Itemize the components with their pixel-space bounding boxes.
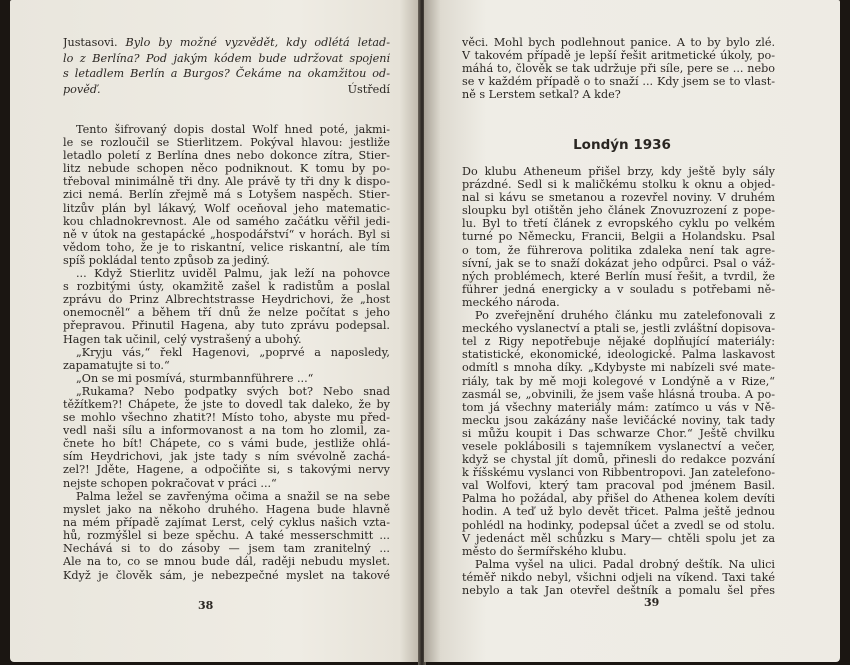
paragraph [63, 490, 390, 582]
paragraph [462, 36, 775, 101]
text-line: čnete ho bít! Chápete, co s vámi bude, jestliže ohlá- [63, 437, 390, 451]
text-line: se mohlo všechno zhatit?! Místo toho, abyste mu před- [63, 411, 390, 425]
text-line: riály, tak by mě moji kolegové v Londýně a v Rize,“ [462, 374, 775, 388]
text-line [63, 51, 390, 67]
right-page [424, 0, 840, 662]
text-line: litzův plán byl lákavý, Wolf oceňoval jeho matematic- [63, 201, 390, 215]
text-line: tom já všechny materiály mám: zatímco u vás v Ně- [462, 400, 775, 414]
left-page [10, 0, 420, 662]
text-line: „On se mi posmívá, sturmbannführere ...“ [76, 371, 314, 385]
text-line: se v každém případě o to snaží ... Kdy jsem se to vlast- [462, 75, 775, 89]
text-line: sím Heydrichovi, jak jste tady s ním svévolně zachá- [63, 450, 390, 464]
paragraph [63, 372, 390, 385]
text-line: meckého vyslanectví a ptali se, jestli zvláštní dopisova- [462, 322, 775, 336]
paragraph [462, 558, 775, 597]
text-line [63, 66, 390, 82]
text-line: Nechává si to do zásoby — jsem tam zranitelný ... [63, 542, 390, 556]
text-line: těžítkem?! Chápete, že jste to dovedl tak daleko, že by [63, 397, 390, 411]
text-line: Do klubu Atheneum přišel brzy, kdy ještě byly sály [462, 165, 775, 178]
text-line: Palma ležel se zavřenýma očima a snažil se na sebe [76, 490, 390, 503]
italic-text: Bylo by možné vyzvědět, kdy odlétá letad- [125, 36, 390, 49]
page-number: 39 [644, 596, 660, 609]
text-line: litz nebude schopen něco podniknout. K tomu by po- [63, 162, 390, 176]
text-line: le se rozloučil se Stierlitzem. Pokýval hlavou: jestliže [63, 136, 390, 150]
text-line: „Rukama? Nebo podpatky svých bot? Nebo snad [76, 384, 390, 398]
text-line: ně v útok na gestapácké „hospodářství“ v horách. Byl si [63, 227, 390, 241]
text-section [462, 165, 775, 597]
text-line: vědom toho, že je to riskantní, velice riskantní, ale tím [63, 240, 390, 254]
text-line: vedl naši sílu a informovanost a na tom ho zlomil, za- [63, 424, 390, 438]
text-line: zprávu do Prinz Albrechtstrasse Heydrichovi, že „host [63, 293, 390, 307]
addressee: Justasovi. [63, 36, 126, 49]
text-line: V takovém případě je lepší řešit aritmetické úkoly, po- [462, 49, 775, 63]
text-line: letadlo poletí z Berlína dnes nebo dokonce zítra, Stier- [63, 149, 390, 163]
text-line: máhá to, člověk se tak udržuje při síle, pere se ... nebo [462, 62, 775, 76]
text-line: kou chladnokrevnost. Ale od samého začátku věřil jedi- [63, 214, 390, 228]
text-line: ... Když Stierlitz uviděl Palmu, jak leží na pohovce [76, 267, 390, 281]
text-line: o tom, že führerova politika zdaleka není tak agre- [462, 243, 775, 257]
text-line: sívní, jak se to snaží dokázat jeho odpůrci. Psal o váž- [462, 256, 775, 270]
text-line: prázdné. Sedl si k maličkému stolku k oknu a objed- [462, 178, 775, 192]
text-line: zel?! Jděte, Hagene, a odpočiňte si, s takovými nervy [63, 463, 390, 477]
text-line: hů, rozmýšlel si beze spěchu. A také messerschmitt ... [63, 529, 390, 543]
italic-text: s letadlem Berlín a Burgos? Čekáme na okamžitou od- [63, 67, 390, 80]
paragraph [63, 123, 390, 267]
text-line: lu. Byl to třetí článek z evropského cyklu po velkém [462, 217, 775, 231]
text-line: mecku jsou zakázány naše levičácké noviny, tak tady [462, 413, 775, 427]
text-line: ně s Lerstem setkal? A kde? [462, 88, 621, 102]
text-line: führer jedná energicky a v souladu s potřebami ně- [462, 282, 775, 296]
text-line: zici nemá. Berlín zřejmě má s Lotyšem naspěch. Stier- [63, 188, 390, 202]
text-line: V jedenáct měl schůzku s Mary— chtěli spolu jet za [462, 531, 775, 545]
text-line: Palma ho požádal, aby přišel do Athenea kolem devíti [462, 492, 775, 506]
text-line: ných problémech, které Berlín musí řešit, a tvrdil, že [462, 269, 775, 283]
text-line: s rozbitými ústy, okamžitě zašel k radistům a poslal [63, 280, 390, 294]
paragraph [462, 309, 775, 558]
text-line: Když je člověk sám, je nebezpečné myslet na takové [63, 568, 390, 582]
text-line: turné po Německu, Francii, Belgii a Holandsku. Psal [462, 230, 775, 244]
text-line: Po zveřejnění druhého článku mu zatelefonovali z [475, 309, 775, 323]
text-line: meckého národa. [462, 295, 560, 309]
text-line: vesele poklábosili s tajemníkem vyslanectví a večer, [462, 439, 775, 453]
paragraph [63, 346, 390, 372]
chapter-heading: Londýn 1936 [573, 137, 671, 153]
text-line: když se chystal jít domů, přinesli do redakce pozvání [462, 453, 775, 467]
paragraph [63, 267, 390, 346]
text-line: myslet jako na někoho druhého. Hagena bude hlavně [63, 503, 390, 517]
paragraph [63, 385, 390, 490]
text-line: Hagen tak učinil, celý vystrašený a ubohý. [63, 332, 302, 346]
text-line: Tento šifrovaný dopis dostal Wolf hned poté, jakmi- [76, 123, 390, 136]
text-line: hodin. A teď už bylo devět třicet. Palma ještě jednou [462, 505, 775, 519]
signature: Ústředí [347, 82, 390, 96]
paragraph [462, 165, 775, 309]
text-line: spíš pokládal tento způsob za jediný. [63, 253, 270, 267]
text-line: val Wolfovi, který tam pracoval pod jménem Basil. [462, 479, 775, 493]
text-section [63, 123, 390, 490]
page-number: 38 [198, 599, 214, 612]
text-line [63, 35, 390, 51]
text-section [462, 36, 775, 101]
text-line: Palma vyšel na ulici. Padal drobný deštík. Na ulici [475, 557, 775, 571]
italic-text: pověď. [63, 82, 101, 96]
text-line: zapamatujte si to.“ [63, 358, 170, 372]
italic-text: lo z Berlína? Pod jakým kódem bude udržovat spojení [63, 51, 390, 65]
text-line: téměř nikdo nebyl, všichni odjeli na víkend. Taxi také [462, 570, 775, 584]
text-line: zasmál se, „obvinili, že jsem vaše hlásná trouba. A po- [462, 387, 775, 401]
text-line: pohlédl na hodinky, podepsal účet a zvedl se od stolu. [462, 518, 775, 532]
text-line: Ale na to, co se mnou bude dál, raději nebudu myslet. [63, 555, 390, 569]
text-section [63, 490, 390, 582]
text-line: „Kryju vás,“ řekl Hagenovi, „poprvé a naposledy, [76, 345, 390, 359]
text-line: onemocněl“ a během tří dnů že nelze počítat s jeho [63, 306, 390, 320]
telegram-text [63, 35, 390, 97]
text-line [63, 82, 390, 98]
text-line: statistické, ekonomické, ideologické. Palma laskavost [462, 348, 775, 362]
text-line: třeboval minimálně tři dny. Ale právě ty tři dny k dispo- [63, 175, 390, 189]
text-line: k říšskému vyslanci von Ribbentropovi. Jan zatelefono- [462, 466, 775, 480]
text-line: nal si kávu se smetanou a rozevřel noviny. V druhém [462, 191, 775, 205]
text-line: si můžu koupit i Das schwarze Chor.“ Ještě chvilku [462, 426, 775, 440]
text-line: věci. Mohl bych podlehnout panice. A to by bylo zlé. [462, 36, 775, 49]
text-line: město do šermířského klubu. [462, 544, 627, 558]
text-line: tel z Rigy nepotřebuje nějaké doplňující materiály: [462, 335, 775, 349]
text-line: nejste schopen pokračovat v práci ...“ [63, 476, 277, 490]
text-line: sloupku byl otištěn jeho článek Znovuzrození z pope- [462, 204, 775, 218]
text-line: odmítl s mnoha díky. „Kdybyste mi nabízeli své mate- [462, 361, 775, 375]
text-line: na mém případě zajímat Lerst, celý cyklus našich vzta- [63, 516, 390, 530]
text-line: přepravou. Přinutil Hagena, aby tuto zprávu podepsal. [63, 319, 390, 333]
text-line: nebylo a tak Jan otevřel deštník a pomalu šel přes [462, 584, 775, 597]
